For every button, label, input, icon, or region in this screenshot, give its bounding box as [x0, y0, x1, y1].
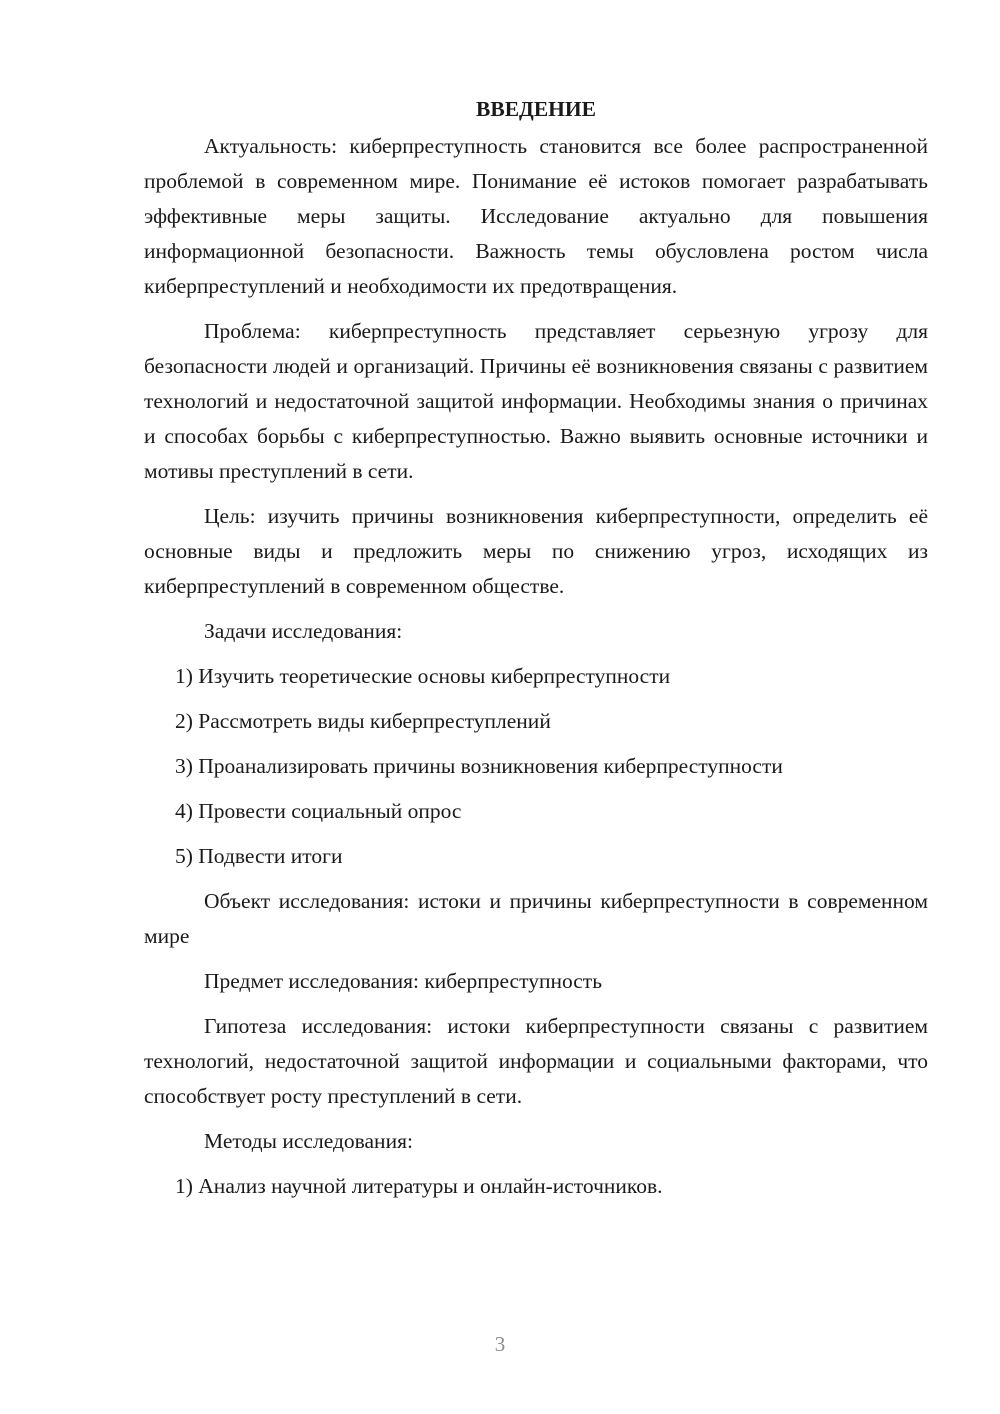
document-page [144, 92, 928, 1214]
task-item: 5) Подвести итоги [175, 844, 343, 868]
task-item: 3) Проанализировать причины возникновения киберпреступности [175, 754, 783, 778]
subject-paragraph: Предмет исследования: киберпреступность [204, 969, 603, 993]
hypothesis-paragraph: Гипотеза исследования: истоки киберпреступности связаны с развитием технологий, недостаточной защитой информации и социальными факторами, что способствует росту преступлений в сети. [144, 1014, 928, 1108]
task-item: 2) Рассмотреть виды киберпреступлений [175, 709, 551, 733]
relevance-paragraph: Актуальность: киберпреступность становится все более распространенной проблемой в современном мире. Понимание её истоков помогает разрабатывать эффективные меры защиты. Исследование актуально для повышения информационной безопасности. Важность темы обусловлена ростом числа киберпреступлений и необходимости их предотвращения. [144, 134, 928, 298]
tasks-list [144, 659, 928, 874]
page-number: 3 [494, 1332, 506, 1356]
methods-list [144, 1169, 928, 1204]
methods-label: Методы исследования: [204, 1129, 413, 1153]
section-title: ВВЕДЕНИЕ [476, 97, 596, 121]
problem-paragraph: Проблема: киберпреступность представляет серьезную угрозу для безопасности людей и организаций. Причины её возникновения связаны с развитием технологий и недостаточной защитой информации. Необходимы знания о причинах и способах борьбы с киберпреступностью. Важно выявить основные источники и мотивы преступлений в сети. [144, 319, 928, 483]
method-item: 1) Анализ научной литературы и онлайн-источников. [175, 1174, 663, 1198]
task-item: 1) Изучить теоретические основы киберпреступности [175, 664, 671, 688]
tasks-label: Задачи исследования: [204, 619, 403, 643]
task-item: 4) Провести социальный опрос [175, 799, 462, 823]
object-paragraph: Объект исследования: истоки и причины киберпреступности в современном мире [144, 889, 928, 948]
goal-paragraph: Цель: изучить причины возникновения киберпреступности, определить её основные виды и предложить меры по снижению угроз, исходящих из киберпреступлений в современном обществе. [144, 504, 928, 598]
